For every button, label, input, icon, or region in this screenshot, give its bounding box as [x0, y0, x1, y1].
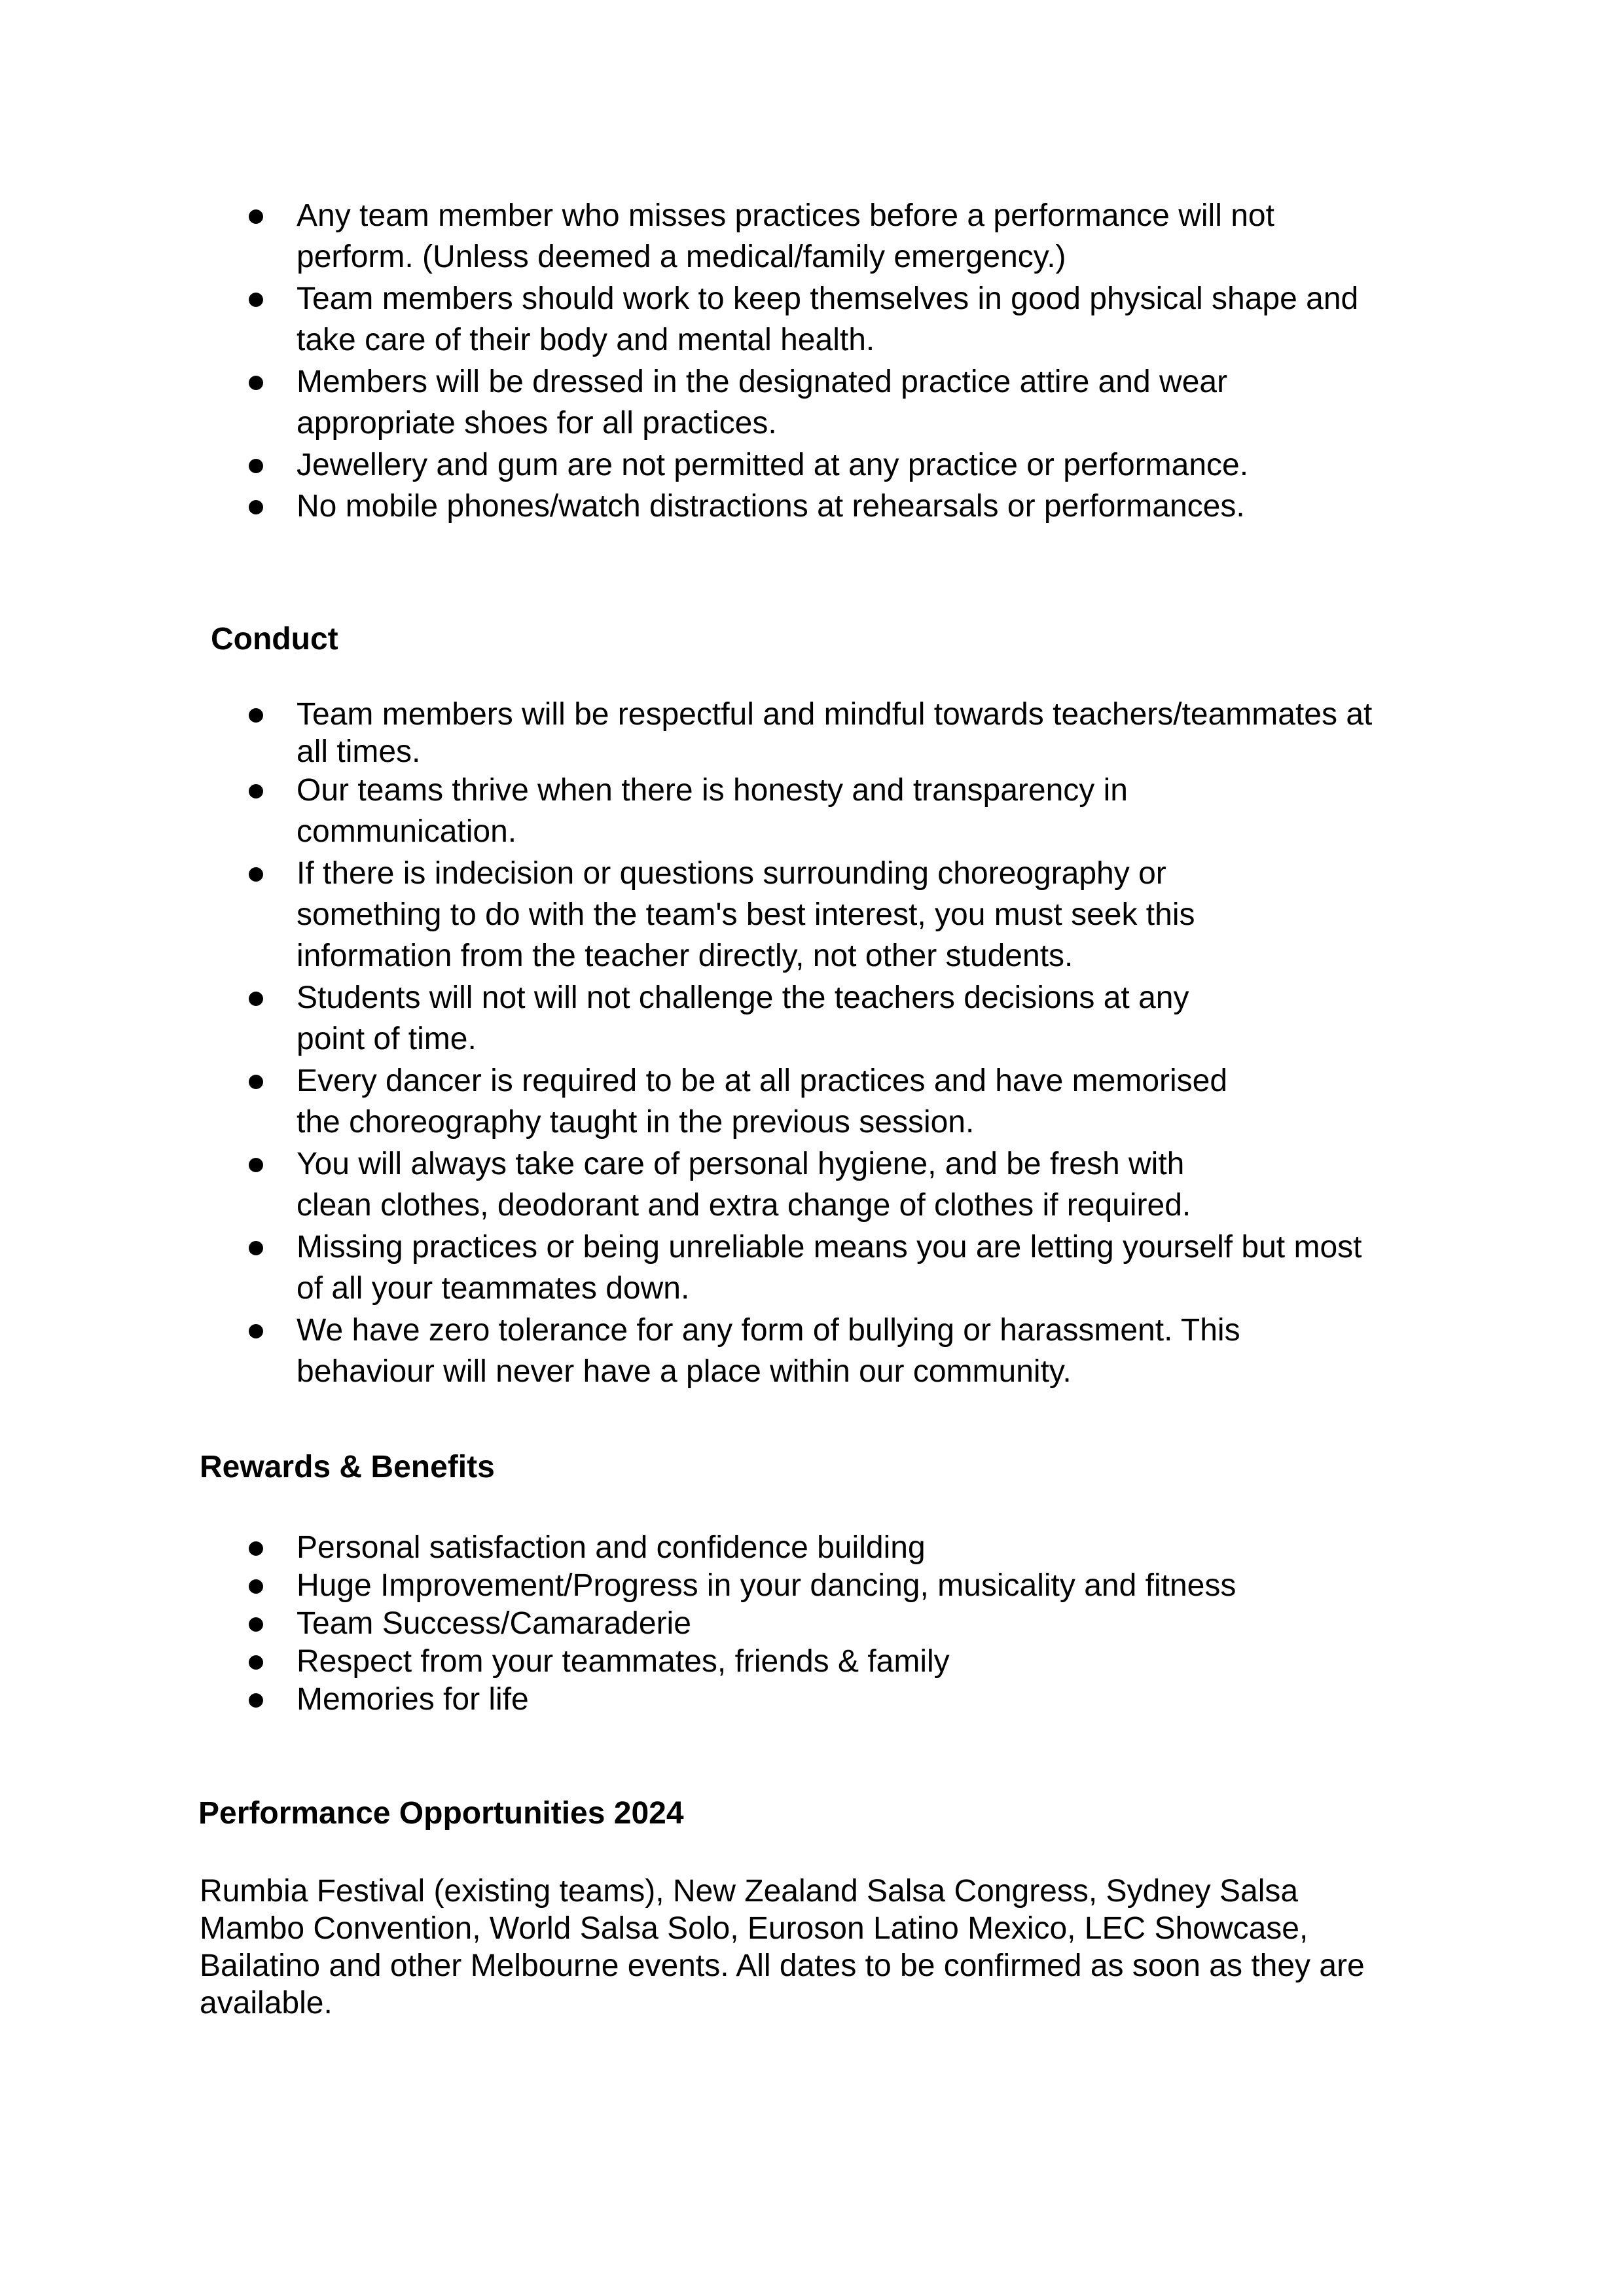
bullet-icon [249, 992, 263, 1006]
bullet-icon [249, 867, 263, 882]
list-item-line: information from the teacher directly, not other students. [297, 939, 1074, 973]
bullet-icon [249, 1158, 263, 1172]
paragraph-line: Mambo Convention, World Salsa Solo, Euroson Latino Mexico, LEC Showcase, [200, 1911, 1308, 1946]
bullet-icon [249, 500, 263, 514]
paragraph-line: available. [200, 1986, 333, 2020]
list-item-line: Team Success/Camaraderie [297, 1606, 691, 1641]
list-item-line: Team members should work to keep themselves in good physical shape and [297, 281, 1359, 316]
paragraph-line: Bailatino and other Melbourne events. All dates to be confirmed as soon as they are [200, 1948, 1365, 1983]
bullet-icon [249, 209, 263, 224]
list-item-line: Jewellery and gum are not permitted at any practice or performance. [297, 448, 1249, 482]
list-item-line: Students will not will not challenge the teachers decisions at any [297, 980, 1189, 1015]
list-item-line: No mobile phones/watch distractions at rehearsals or performances. [297, 489, 1245, 524]
bullet-icon [249, 1693, 263, 1708]
list-item-line: Respect from your teammates, friends & family [297, 1644, 950, 1679]
bullet-icon [249, 376, 263, 390]
bullet-icon [249, 1075, 263, 1089]
list-item-line: You will always take care of personal hygiene, and be fresh with [297, 1147, 1185, 1181]
bullet-icon [249, 1617, 263, 1632]
list-item-line: take care of their body and mental health. [297, 323, 875, 357]
conduct-heading: Conduct [211, 622, 338, 656]
list-item-line: something to do with the team's best interest, you must seek this [297, 897, 1195, 932]
list-item-line: Personal satisfaction and confidence building [297, 1530, 926, 1565]
list-item-line: Memories for life [297, 1682, 529, 1717]
bullet-icon [249, 1241, 263, 1255]
list-item-line: point of time. [297, 1022, 477, 1056]
bullet-icon [249, 1655, 263, 1670]
list-item-line: communication. [297, 814, 517, 849]
bullet-icon [249, 1541, 263, 1556]
bullet-icon [249, 1324, 263, 1338]
list-item-line: behaviour will never have a place within our community. [297, 1354, 1072, 1389]
list-item-line: Team members will be respectful and mindful towards teachers/teammates at [297, 697, 1373, 732]
list-item-line: Huge Improvement/Progress in your dancing, musicality and fitness [297, 1568, 1236, 1603]
bullet-icon [249, 784, 263, 798]
list-item-line: the choreography taught in the previous session. [297, 1105, 975, 1139]
list-item-line: Our teams thrive when there is honesty and transparency in [297, 773, 1128, 808]
bullet-icon [249, 708, 263, 723]
list-item-line: Members will be dressed in the designated practice attire and wear [297, 365, 1228, 399]
performance-heading: Performance Opportunities 2024 [198, 1796, 684, 1831]
list-item-line: Any team member who misses practices before a performance will not [297, 198, 1274, 233]
bullet-icon [249, 1579, 263, 1594]
list-item-line: appropriate shoes for all practices. [297, 406, 777, 440]
rewards-heading: Rewards & Benefits [200, 1450, 495, 1484]
bullet-icon [249, 459, 263, 473]
list-item-line: of all your teammates down. [297, 1271, 690, 1306]
list-item-line: Every dancer is required to be at all practices and have memorised [297, 1064, 1228, 1098]
list-item-line: all times. [297, 734, 421, 769]
bullet-icon [249, 293, 263, 307]
list-item-line: Missing practices or being unreliable means you are letting yourself but most [297, 1230, 1362, 1265]
list-item-line: We have zero tolerance for any form of bullying or harassment. This [297, 1313, 1240, 1348]
list-item-line: clean clothes, deodorant and extra change of clothes if required. [297, 1188, 1191, 1223]
paragraph-line: Rumbia Festival (existing teams), New Zealand Salsa Congress, Sydney Salsa [200, 1874, 1299, 1909]
list-item-line: perform. (Unless deemed a medical/family emergency.) [297, 240, 1066, 274]
list-item-line: If there is indecision or questions surrounding choreography or [297, 856, 1166, 891]
